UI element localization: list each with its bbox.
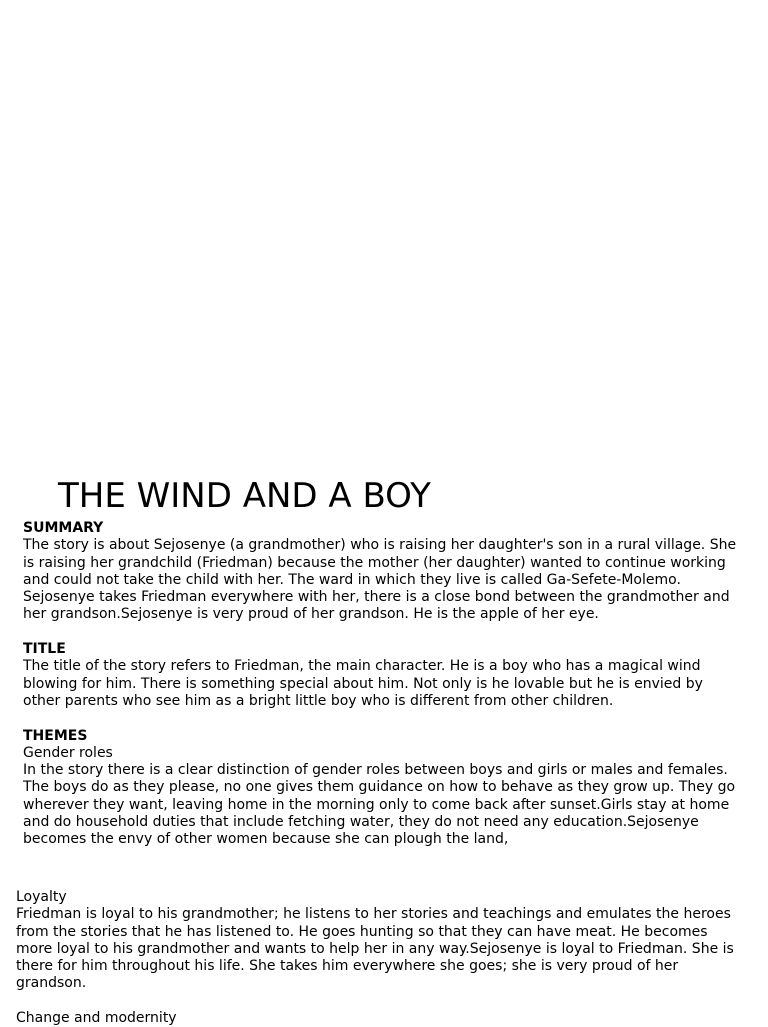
paragraph-spacer: [23, 710, 743, 727]
summary-text: The story is about Sejosenye (a grandmother) who is raising her daughter's son in a rural village. She is raising her grandchild (Friedman) because the mother (her daughter) wanted to continue working and could not take the child with her. The ward in which they live is called Ga-Sefete-Molemo. Sejosenye takes Friedman everywhere with her, there is a close bond between the grandmother and her grandson.Sejosenye is very proud of her grandson. He is the apple of her eye.: [23, 537, 737, 623]
summary-heading: SUMMARY: [23, 520, 104, 536]
paragraph-spacer: [16, 993, 744, 1010]
title-heading: TITLE: [23, 641, 66, 658]
change-subheading: Change and modernity: [16, 1010, 177, 1027]
themes-heading: THEMES: [23, 727, 88, 744]
loyalty-subheading: Loyalty: [16, 889, 67, 905]
loyalty-text: Friedman is loyal to his grandmother; he listens to her stories and teachings and emulates the heroes from the stories that he has listened to. He goes hunting so that they can have meat. He becomes more loyal to his grandmother and wants to help her in any way.Sejosenye is loyal to Friedman. She is there for him throughout his life. She takes him everywhere she goes; she is very proud of her grandson.: [16, 906, 734, 992]
paragraph-spacer: [23, 624, 743, 641]
gender-roles-text: In the story there is a clear distinction of gender roles between boys and girls or males and females. The boys do as they please, no one gives them guidance on how to behave as they grow up. They go wherever they want, leaving home in the morning only to come back after sunset.Girls stay at home and do household duties that include fetching water, they do not need any education.Sejosenye becomes the envy of other women because she can plough the land,: [23, 762, 736, 848]
document-body-lower: [16, 889, 744, 1027]
gender-roles-subheading: Gender roles: [23, 744, 113, 761]
title-text: The title of the story refers to Friedman, the main character. He is a boy who has a magical wind blowing for him. There is something special about him. Not only is he lovable but he is envied by other parents who see him as a bright little boy who is different from other children.: [23, 658, 703, 709]
document-title: THE WIND AND A BOY: [58, 476, 431, 516]
document-body-upper: [23, 520, 743, 849]
